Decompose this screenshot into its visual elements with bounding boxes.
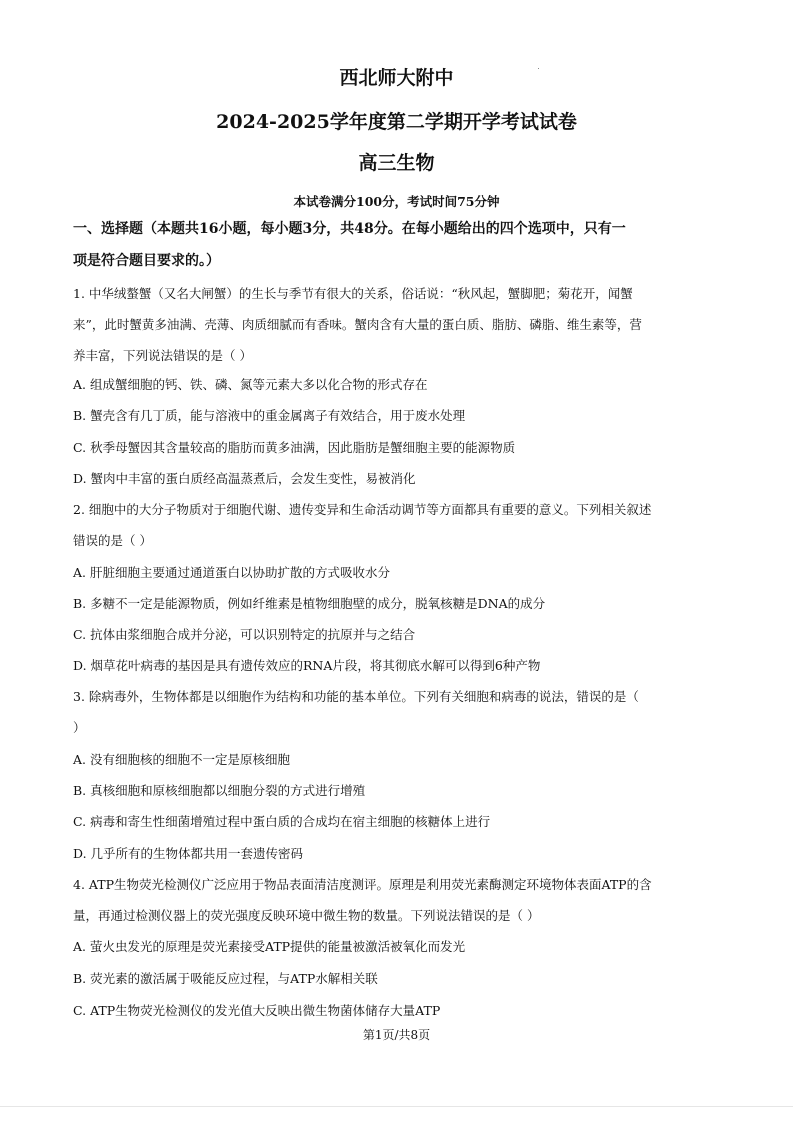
q3-option-c: C. 病毒和寄生性细菌增殖过程中蛋白质的合成均在宿主细胞的核糖体上进行 — [73, 814, 491, 829]
q1-option-c: C. 秋季母蟹因其含量较高的脂肪而黄多油满，因此脂肪是蟹细胞主要的能源物质 — [73, 440, 516, 455]
q1-option-d: D. 蟹肉中丰富的蛋白质经高温蒸煮后，会发生变性，易被消化 — [73, 471, 416, 486]
q2-option-d: D. 烟草花叶病毒的基因是具有遗传效应的RNA片段，将其彻底水解可以得到6种产物 — [73, 658, 541, 673]
q4-option-c: C. ATP生物荧光检测仪的发光值大反映出微生物菌体储存大量ATP — [73, 1003, 441, 1018]
page-footer: 第1页/共8页 — [362, 1028, 431, 1042]
q1-option-b: B. 蟹壳含有几丁质，能与溶液中的重金属离子有效结合，用于废水处理 — [73, 408, 466, 423]
q1-option-a: A. 组成蟹细胞的钙、铁、磷、氮等元素大多以化合物的形式存在 — [73, 377, 428, 392]
q2-stem-line1: 2. 细胞中的大分子物质对于细胞代谢、遗传变异和生命活动调节等方面都具有重要的意义。下列相关叙述 — [73, 502, 652, 517]
q1-stem-line2: 来”，此时蟹黄多油满、壳薄、肉质细腻而有香味。蟹肉含有大量的蛋白质、脂肪、磷脂、维生素等，营 — [73, 317, 642, 332]
exam-info: 本试卷满分100分，考试时间75分钟 — [293, 194, 500, 209]
q4-option-a: A. 萤火虫发光的原理是荧光素接受ATP提供的能量被激活被氧化而发光 — [73, 939, 466, 954]
q3-option-b: B. 真核细胞和原核细胞都以细胞分裂的方式进行增殖 — [73, 783, 366, 798]
q3-stem-line1: 3. 除病毒外，生物体都是以细胞作为结构和功能的基本单位。下列有关细胞和病毒的说法，错误的是（ — [73, 689, 639, 704]
q3-option-d: D. 几乎所有的生物体都共用一套遗传密码 — [73, 846, 304, 861]
q2-stem-line2: 错误的是（ ） — [73, 533, 152, 548]
q3-stem-line2: ） — [73, 720, 86, 735]
scan-speck — [538, 68, 539, 69]
q2-option-c: C. 抗体由浆细胞合成并分泌，可以识别特定的抗原并与之结合 — [73, 627, 416, 642]
q2-option-a: A. 肝脏细胞主要通过通道蛋白以协助扩散的方式吸收水分 — [73, 565, 390, 580]
section-heading-line2: 项是符合题目要求的。） — [73, 253, 220, 269]
q3-option-a: A. 没有细胞核的细胞不一定是原核细胞 — [73, 752, 290, 767]
q4-option-b: B. 荧光素的激活属于吸能反应过程，与ATP水解相关联 — [73, 971, 378, 986]
section-heading-line1: 一、选择题（本题共16小题，每小题3分，共48分。在每小题给出的四个选项中，只有一 — [73, 221, 626, 237]
q1-stem-line3: 养丰富，下列说法错误的是（ ） — [73, 348, 252, 363]
q4-stem-line1: 4. ATP生物荧光检测仪广泛应用于物品表面清洁度测评。原理是利用荧光素酶测定环境物体表面ATP的含 — [73, 877, 652, 892]
q2-option-b: B. 多糖不一定是能源物质，例如纤维素是植物细胞壁的成分，脱氧核糖是DNA的成分 — [73, 596, 546, 611]
exam-title: 2024-2025学年度第二学期开学考试试卷 — [216, 111, 577, 133]
subject-title: 高三生物 — [358, 152, 435, 174]
school-name: 西北师大附中 — [339, 67, 454, 89]
q4-stem-line2: 量，再通过检测仪器上的荧光强度反映环境中微生物的数量。下列说法错误的是（ ） — [73, 908, 540, 923]
page-bottom-divider — [0, 1106, 793, 1107]
q1-stem-line1: 1. 中华绒螯蟹（又名大闸蟹）的生长与季节有很大的关系，俗话说：“秋风起，蟹脚肥；菊花开，闻蟹 — [73, 286, 633, 301]
